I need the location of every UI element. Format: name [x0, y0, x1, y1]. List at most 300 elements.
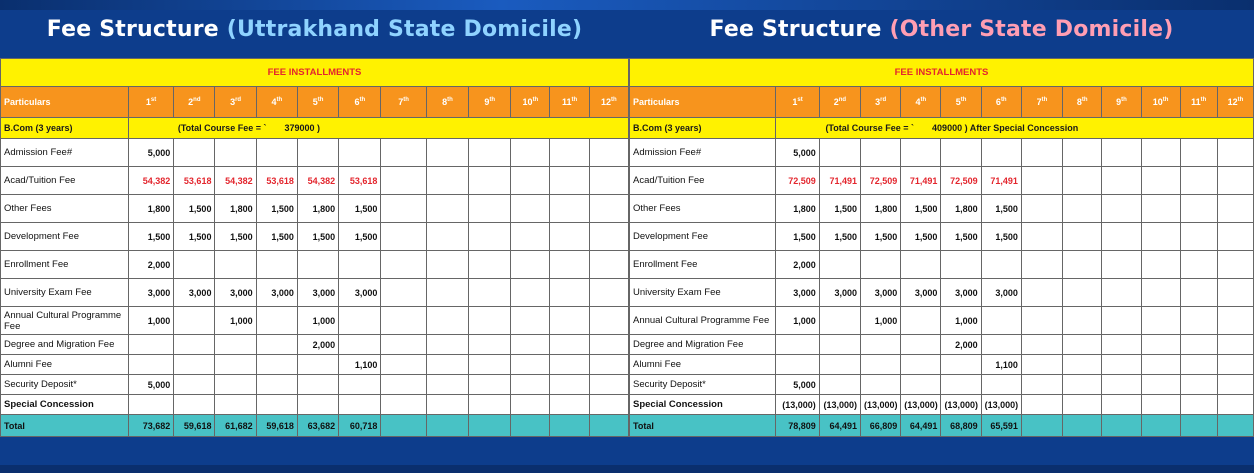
- fee-cell: [1180, 167, 1217, 195]
- fee-cell: [1180, 279, 1217, 307]
- fee-cell: [981, 139, 1021, 167]
- fee-cell: [215, 335, 256, 355]
- fee-cell: 3,000: [819, 279, 860, 307]
- installments-heading: FEE INSTALLMENTS: [630, 59, 1254, 87]
- fee-cell: [256, 251, 297, 279]
- fee-row: [1, 335, 629, 355]
- fee-label: Annual Cultural Programme Fee: [1, 307, 129, 335]
- fee-label: Degree and Migration Fee: [1, 335, 129, 355]
- fee-cell: [469, 223, 511, 251]
- fee-cell: 72,509: [776, 167, 819, 195]
- bottom-decor-strip: [0, 465, 1254, 473]
- fee-cell: [1063, 375, 1102, 395]
- course-fee-note: [776, 118, 1254, 139]
- installment-suffix: th: [489, 97, 496, 103]
- fee-cell: [1021, 335, 1062, 355]
- fee-cell: 3,000: [981, 279, 1021, 307]
- fee-cell: 71,491: [901, 167, 941, 195]
- fee-cell: 3,000: [256, 279, 297, 307]
- fee-cell: [901, 355, 941, 375]
- fee-cell: [297, 395, 338, 415]
- installment-number: 11: [1191, 97, 1201, 107]
- total-cell: 59,618: [174, 415, 215, 437]
- panel-other-state: [629, 0, 1254, 473]
- fee-cell: [1141, 395, 1180, 415]
- fee-row: [630, 355, 1254, 375]
- fee-cell: [469, 251, 511, 279]
- fee-cell: 1,500: [215, 223, 256, 251]
- fee-cell: [1141, 335, 1180, 355]
- installment-suffix: nd: [193, 97, 201, 103]
- installment-header: [589, 87, 628, 118]
- fee-cell: [469, 279, 511, 307]
- fee-cell: [426, 279, 468, 307]
- fee-row: [630, 335, 1254, 355]
- fee-cell: [589, 355, 628, 375]
- fee-cell: [1217, 375, 1253, 395]
- fee-cell: 3,000: [174, 279, 215, 307]
- fee-cell: [511, 335, 550, 355]
- fee-cell: [550, 167, 589, 195]
- installment-number: 10: [522, 97, 533, 107]
- fee-cell: [426, 375, 468, 395]
- fee-cell: 3,000: [297, 279, 338, 307]
- installment-header: [1102, 87, 1141, 118]
- installment-header: [1217, 87, 1253, 118]
- fee-cell: [426, 307, 468, 335]
- fee-cell: [256, 395, 297, 415]
- installment-number: 7: [1036, 97, 1042, 107]
- fee-cell: 72,509: [941, 167, 981, 195]
- total-cell: 73,682: [128, 415, 173, 437]
- fee-cell: [339, 251, 381, 279]
- fee-cell: [426, 139, 468, 167]
- fee-cell: 2,000: [297, 335, 338, 355]
- fee-cell: [819, 335, 860, 355]
- fee-cell: [128, 355, 173, 375]
- installment-header: [1063, 87, 1102, 118]
- installment-suffix: th: [920, 97, 927, 103]
- fee-cell: [901, 375, 941, 395]
- total-cell: 59,618: [256, 415, 297, 437]
- fee-cell: [1217, 167, 1253, 195]
- total-cell: 68,809: [941, 415, 981, 437]
- total-label: Total: [1, 415, 129, 437]
- fee-cell: [1063, 223, 1102, 251]
- fee-cell: 71,491: [981, 167, 1021, 195]
- fee-cell: 1,500: [861, 223, 901, 251]
- fee-cell: [819, 139, 860, 167]
- fee-cell: 1,000: [941, 307, 981, 335]
- fee-cell: [1063, 355, 1102, 375]
- fee-cell: [174, 375, 215, 395]
- fee-cell: 1,800: [941, 195, 981, 223]
- fee-cell: [381, 375, 426, 395]
- fee-cell: [297, 355, 338, 375]
- installment-number: 5: [312, 97, 318, 107]
- fee-cell: [1217, 139, 1253, 167]
- fee-cell: 1,500: [297, 223, 338, 251]
- fee-cell: [1180, 375, 1217, 395]
- fee-row: [630, 375, 1254, 395]
- fee-cell: [550, 139, 589, 167]
- fee-cell: [339, 139, 381, 167]
- panel-title: [629, 0, 1254, 58]
- fee-label: Acad/Tuition Fee: [630, 167, 776, 195]
- installment-number: 9: [484, 97, 490, 107]
- fee-row: [630, 139, 1254, 167]
- fee-cell: [981, 335, 1021, 355]
- fee-cell: [469, 307, 511, 335]
- fee-cell: [215, 395, 256, 415]
- fee-cell: [339, 375, 381, 395]
- installment-suffix: th: [960, 97, 967, 103]
- fee-cell: [550, 223, 589, 251]
- title-main: Fee Structure: [709, 16, 882, 42]
- fee-cell: 3,000: [128, 279, 173, 307]
- fee-label: University Exam Fee: [630, 279, 776, 307]
- total-cell: 78,809: [776, 415, 819, 437]
- installment-number: 9: [1116, 97, 1122, 107]
- total-cell: [589, 415, 628, 437]
- fee-cell: [901, 335, 941, 355]
- fee-cell: [1102, 139, 1141, 167]
- fee-cell: [511, 307, 550, 335]
- fee-cell: [128, 335, 173, 355]
- installment-header: [776, 87, 819, 118]
- fee-cell: [511, 395, 550, 415]
- total-cell: 60,718: [339, 415, 381, 437]
- fee-cell: [981, 251, 1021, 279]
- course-fee-amount: 409000 ) After Special Concession: [932, 123, 1079, 133]
- fee-cell: 1,100: [981, 355, 1021, 375]
- installment-header: [426, 87, 468, 118]
- fee-label: Enrollment Fee: [630, 251, 776, 279]
- fee-cell: [1102, 195, 1141, 223]
- fee-cell: 1,500: [128, 223, 173, 251]
- installment-header: [819, 87, 860, 118]
- fee-cell: [1141, 139, 1180, 167]
- fee-cell: [1063, 139, 1102, 167]
- fee-cell: [550, 335, 589, 355]
- fee-label: Alumni Fee: [1, 355, 129, 375]
- installment-suffix: th: [276, 97, 283, 103]
- installment-header: [1021, 87, 1062, 118]
- fee-cell: [819, 375, 860, 395]
- fee-cell: [1102, 279, 1141, 307]
- fee-cell: 1,500: [339, 223, 381, 251]
- fee-cell: 3,000: [339, 279, 381, 307]
- fee-cell: 1,000: [297, 307, 338, 335]
- fee-cell: 1,500: [901, 223, 941, 251]
- installment-header: [1141, 87, 1180, 118]
- fee-cell: [1102, 355, 1141, 375]
- installment-suffix: th: [1162, 97, 1169, 103]
- installment-header: [297, 87, 338, 118]
- fee-label: Annual Cultural Programme Fee: [630, 307, 776, 335]
- title-main: Fee Structure: [46, 16, 219, 42]
- fee-cell: [1021, 195, 1062, 223]
- fee-cell: [381, 395, 426, 415]
- fee-cell: [381, 223, 426, 251]
- fee-label: Security Deposit*: [1, 375, 129, 395]
- fee-cell: [1063, 279, 1102, 307]
- installment-number: 12: [1227, 97, 1238, 107]
- installment-header: [511, 87, 550, 118]
- fee-cell: [426, 355, 468, 375]
- installment-header: [339, 87, 381, 118]
- course-fee-note: [128, 118, 628, 139]
- panel-title: [0, 0, 629, 58]
- fee-cell: [1180, 355, 1217, 375]
- fee-cell: [174, 251, 215, 279]
- fee-cell: [1180, 335, 1217, 355]
- course-row: [1, 118, 629, 139]
- course-fee-label: (Total Course Fee = `: [177, 123, 267, 133]
- installment-suffix: th: [532, 97, 539, 103]
- fee-row: [630, 251, 1254, 279]
- fee-cell: [339, 307, 381, 335]
- fee-cell: [776, 335, 819, 355]
- fee-cell: [1141, 195, 1180, 223]
- installment-suffix: th: [317, 97, 324, 103]
- total-cell: [1180, 415, 1217, 437]
- total-cell: 64,491: [819, 415, 860, 437]
- fee-cell: [1063, 335, 1102, 355]
- fee-cell: [1180, 139, 1217, 167]
- fee-cell: [550, 375, 589, 395]
- fee-cell: [819, 251, 860, 279]
- fee-label: Enrollment Fee: [1, 251, 129, 279]
- fee-table: [0, 58, 629, 437]
- fee-cell: 2,000: [941, 335, 981, 355]
- fee-label: Degree and Migration Fee: [630, 335, 776, 355]
- total-cell: [426, 415, 468, 437]
- fee-cell: [1141, 355, 1180, 375]
- fee-cell: [1021, 355, 1062, 375]
- fee-cell: [215, 355, 256, 375]
- course-name: B.Com (3 years): [630, 118, 776, 139]
- fee-cell: [511, 279, 550, 307]
- fee-cell: [1102, 335, 1141, 355]
- fee-cell: (13,000): [819, 395, 860, 415]
- installment-suffix: th: [1081, 97, 1088, 103]
- fee-cell: [1217, 307, 1253, 335]
- fee-cell: [941, 139, 981, 167]
- fee-cell: [1180, 195, 1217, 223]
- fee-cell: [1063, 307, 1102, 335]
- title-accent: (Other State Domicile): [889, 16, 1174, 42]
- total-row: [1, 415, 629, 437]
- fee-cell: [1063, 167, 1102, 195]
- fee-cell: [941, 375, 981, 395]
- installment-number: 12: [600, 97, 611, 107]
- fee-cell: 71,491: [819, 167, 860, 195]
- fee-cell: [1063, 251, 1102, 279]
- installment-number: 11: [561, 97, 572, 107]
- fee-cell: 1,800: [297, 195, 338, 223]
- particulars-header: Particulars: [1, 87, 129, 118]
- installment-header: [861, 87, 901, 118]
- fee-cell: [550, 355, 589, 375]
- fee-cell: [589, 375, 628, 395]
- fee-label: Admission Fee#: [630, 139, 776, 167]
- fee-cell: [589, 395, 628, 415]
- installment-header: [381, 87, 426, 118]
- installments-heading: FEE INSTALLMENTS: [1, 59, 629, 87]
- fee-cell: [469, 375, 511, 395]
- fee-cell: [1141, 375, 1180, 395]
- fee-cell: 1,800: [128, 195, 173, 223]
- fee-cell: [174, 139, 215, 167]
- fee-cell: [381, 251, 426, 279]
- fee-cell: 1,000: [215, 307, 256, 335]
- fee-cell: [1021, 139, 1062, 167]
- total-cell: 66,809: [861, 415, 901, 437]
- fee-row: [630, 307, 1254, 335]
- installments-row: [630, 59, 1254, 87]
- installment-suffix: th: [1237, 97, 1244, 103]
- fee-cell: 3,000: [901, 279, 941, 307]
- installment-suffix: th: [1000, 97, 1007, 103]
- fee-cell: [941, 355, 981, 375]
- fee-cell: [426, 167, 468, 195]
- fee-cell: [1217, 355, 1253, 375]
- fee-cell: [1063, 195, 1102, 223]
- fee-cell: [1021, 223, 1062, 251]
- fee-cell: [589, 167, 628, 195]
- total-cell: 61,682: [215, 415, 256, 437]
- fee-cell: [469, 335, 511, 355]
- fee-cell: [1063, 395, 1102, 415]
- fee-cell: [1021, 307, 1062, 335]
- fee-row: [1, 251, 629, 279]
- fee-row: [1, 167, 629, 195]
- fee-cell: [589, 251, 628, 279]
- installment-number: 7: [398, 97, 404, 107]
- total-cell: 63,682: [297, 415, 338, 437]
- fee-cell: [128, 395, 173, 415]
- total-cell: [1021, 415, 1062, 437]
- fee-cell: [1180, 307, 1217, 335]
- total-cell: [1102, 415, 1141, 437]
- fee-row: [630, 223, 1254, 251]
- total-cell: 65,591: [981, 415, 1021, 437]
- fee-cell: 1,500: [776, 223, 819, 251]
- fee-label: Security Deposit*: [630, 375, 776, 395]
- installment-number: 1: [792, 97, 798, 107]
- fee-cell: [941, 251, 981, 279]
- fee-cell: [1021, 279, 1062, 307]
- fee-cell: 1,500: [819, 223, 860, 251]
- fee-cell: [819, 355, 860, 375]
- fee-cell: [381, 139, 426, 167]
- fee-row: [1, 395, 629, 415]
- fee-cell: [589, 195, 628, 223]
- fee-cell: [174, 307, 215, 335]
- fee-cell: [861, 355, 901, 375]
- fee-cell: [589, 307, 628, 335]
- fee-cell: 5,000: [128, 139, 173, 167]
- fee-cell: 2,000: [776, 251, 819, 279]
- fee-cell: 2,000: [128, 251, 173, 279]
- fee-cell: [1217, 223, 1253, 251]
- fee-cell: [511, 375, 550, 395]
- fee-row: [1, 139, 629, 167]
- installment-number: 4: [271, 97, 277, 107]
- fee-cell: [426, 335, 468, 355]
- installment-header: [215, 87, 256, 118]
- fee-cell: [426, 223, 468, 251]
- fee-cell: [550, 307, 589, 335]
- fee-cell: [1021, 395, 1062, 415]
- fee-cell: 1,500: [981, 223, 1021, 251]
- fee-cell: (13,000): [941, 395, 981, 415]
- fee-cell: [1217, 279, 1253, 307]
- fee-cell: (13,000): [776, 395, 819, 415]
- fee-cell: [297, 139, 338, 167]
- fee-cell: [1217, 395, 1253, 415]
- fee-cell: [861, 251, 901, 279]
- fee-cell: 1,500: [256, 223, 297, 251]
- fee-cell: [381, 335, 426, 355]
- course-fee-amount: 379000 ): [284, 123, 320, 133]
- fee-cell: [469, 195, 511, 223]
- fee-cell: [511, 355, 550, 375]
- fee-cell: 54,382: [128, 167, 173, 195]
- fee-cell: 1,500: [941, 223, 981, 251]
- fee-cell: [339, 335, 381, 355]
- course-name: B.Com (3 years): [1, 118, 129, 139]
- fee-cell: [469, 139, 511, 167]
- fee-cell: [256, 375, 297, 395]
- installment-suffix: th: [611, 97, 617, 103]
- fee-cell: [550, 279, 589, 307]
- fee-cell: 1,800: [776, 195, 819, 223]
- installment-suffix: th: [447, 97, 453, 103]
- fee-label: Development Fee: [630, 223, 776, 251]
- fee-cell: [381, 307, 426, 335]
- fee-cell: [861, 139, 901, 167]
- fee-cell: 1,800: [215, 195, 256, 223]
- fee-cell: [381, 167, 426, 195]
- fee-cell: [511, 251, 550, 279]
- fee-cell: 1,500: [819, 195, 860, 223]
- fee-cell: 3,000: [941, 279, 981, 307]
- fee-cell: [174, 355, 215, 375]
- fee-cell: [174, 395, 215, 415]
- total-cell: [469, 415, 511, 437]
- course-row: [630, 118, 1254, 139]
- fee-cell: [550, 195, 589, 223]
- installment-number: 6: [995, 97, 1001, 107]
- fee-label: University Exam Fee: [1, 279, 129, 307]
- fee-label: Special Concession: [1, 395, 129, 415]
- fee-row: [1, 195, 629, 223]
- total-cell: [1217, 415, 1253, 437]
- installment-header: [550, 87, 589, 118]
- installment-header: [1180, 87, 1217, 118]
- fee-cell: 1,000: [776, 307, 819, 335]
- fee-cell: [901, 251, 941, 279]
- fee-cell: 5,000: [776, 375, 819, 395]
- fee-cell: 1,500: [339, 195, 381, 223]
- fee-row: [1, 375, 629, 395]
- fee-cell: [861, 335, 901, 355]
- fee-label: Other Fees: [630, 195, 776, 223]
- fee-cell: (13,000): [861, 395, 901, 415]
- fee-cell: [861, 375, 901, 395]
